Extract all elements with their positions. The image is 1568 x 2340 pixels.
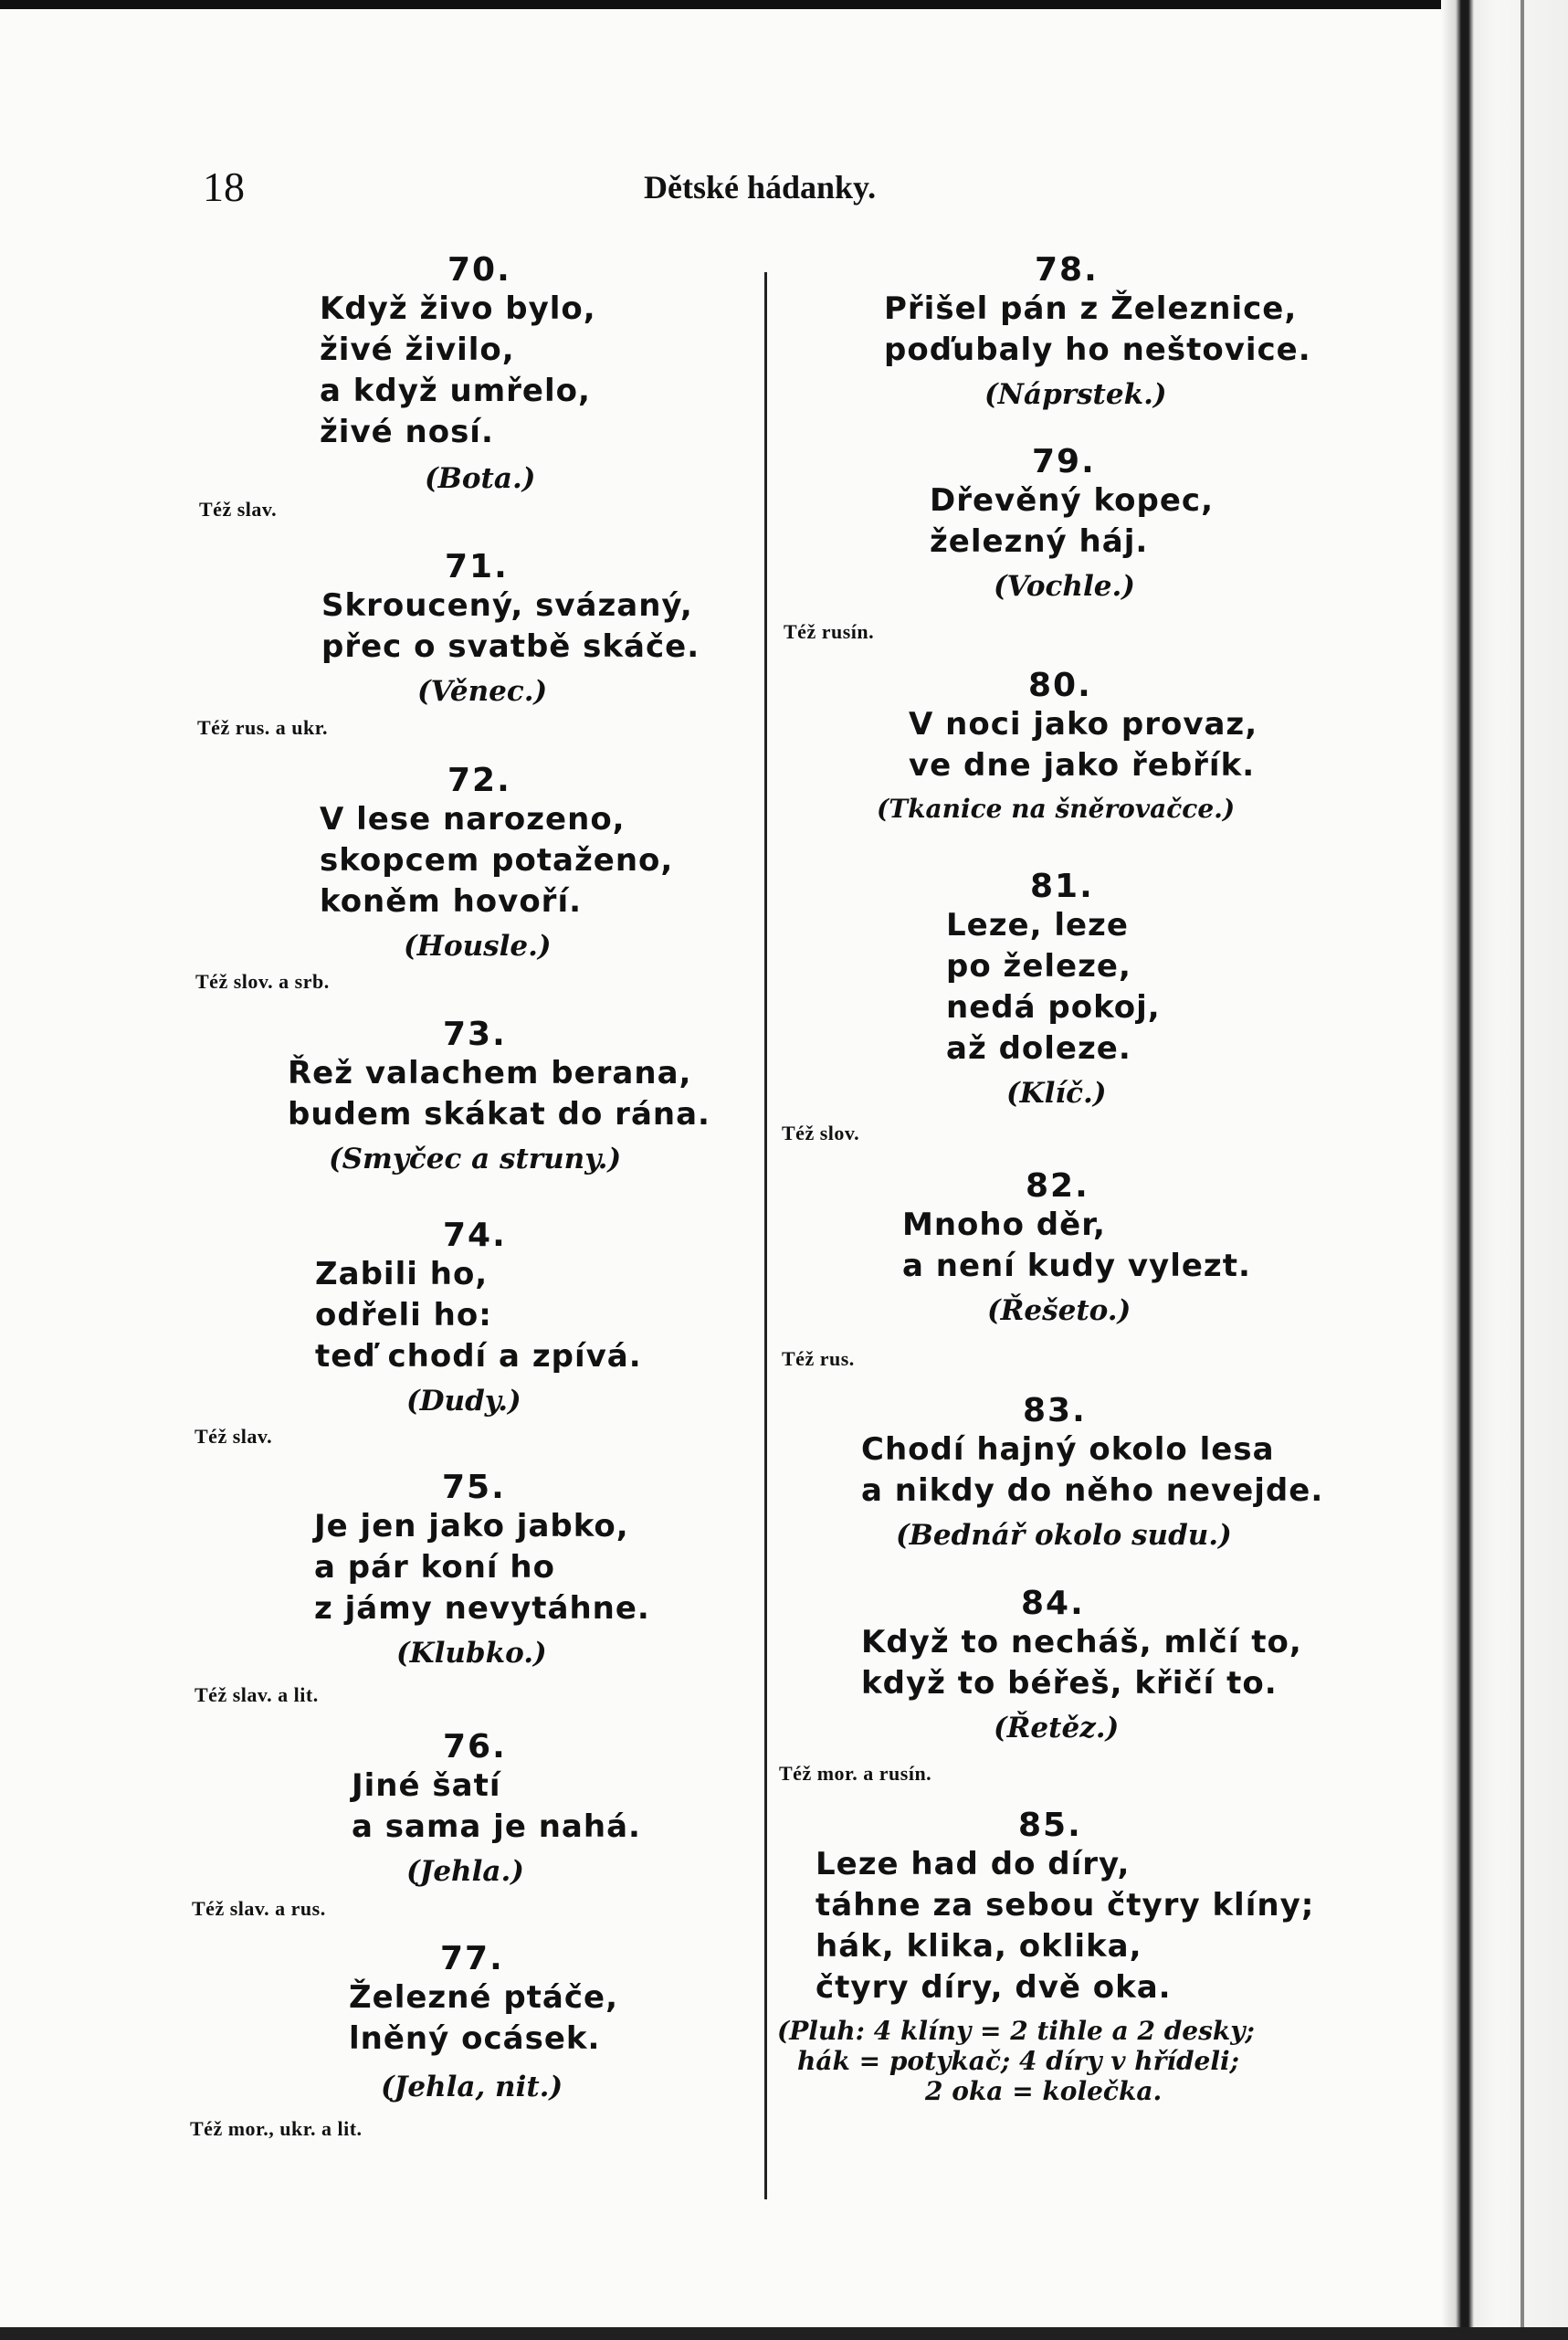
variant-note: Též slav. a rus. (192, 1897, 326, 1920)
riddle-line: Zabili ho, (315, 1256, 489, 1292)
scan-bottom-edge (0, 2327, 1568, 2340)
riddle-answer: (Klubko.) (396, 1637, 547, 1670)
riddle-number: 74. (443, 1217, 507, 1254)
riddle-line: a pár koní ho (314, 1549, 555, 1586)
page-number: 18 (203, 163, 245, 210)
riddle-85 (777, 1807, 1315, 2106)
riddle-answer: (Věnec.) (417, 675, 548, 708)
riddle-number: 76. (443, 1728, 507, 1766)
variant-note: Též slov. (782, 1122, 860, 1144)
riddle-number: 70. (447, 251, 511, 289)
riddle-line: Leze, leze (946, 907, 1129, 943)
riddle-line: Řež valachem berana, (288, 1055, 692, 1091)
riddle-line: ve dne jako řebřík. (909, 747, 1256, 784)
riddle-line: Chodí hajný okolo lesa (861, 1431, 1275, 1468)
variant-note: Též mor. a rusín. (779, 1762, 932, 1785)
riddle-line: Když živo bylo, (320, 290, 596, 327)
riddle-number: 80. (1028, 667, 1092, 704)
riddle-line: V lese narozeno, (320, 801, 626, 838)
variant-note: Též slov. a srb. (195, 970, 330, 993)
riddle-answer: (Bota.) (425, 462, 536, 495)
riddle-74 (315, 1217, 642, 1418)
riddle-84 (861, 1585, 1302, 1744)
riddle-answer: (Pluh: 4 klíny = 2 tihle a 2 desky; (777, 2016, 1255, 2046)
riddle-line: Skroucený, svázaný, (321, 587, 693, 624)
riddle-line: a není kudy vylezt. (902, 1248, 1251, 1284)
column-divider (764, 272, 767, 2199)
page-title: Dětské hádanky. (644, 169, 877, 206)
riddle-78 (884, 251, 1311, 411)
binding-line (1521, 0, 1524, 2340)
riddle-line: až doleze. (946, 1030, 1131, 1067)
variant-note: Též rus. a ukr. (197, 716, 328, 739)
riddle-answer: (Housle.) (404, 930, 552, 963)
riddle-line: a nikdy do něho nevejde. (861, 1472, 1324, 1509)
riddle-number: 72. (447, 762, 511, 799)
riddle-answer: (Náprstek.) (984, 378, 1167, 411)
riddle-line: Přišel pán z Železnice, (884, 290, 1298, 327)
riddle-line: a sama je nahá. (352, 1808, 641, 1845)
riddle-70 (320, 251, 648, 495)
riddle-line: táhne za sebou čtyry klíny; (816, 1887, 1315, 1924)
riddle-line: hák, klika, oklika, (816, 1928, 1142, 1965)
riddle-answer: (Klíč.) (1006, 1077, 1107, 1110)
riddle-73 (288, 1016, 710, 1175)
riddle-number: 71. (445, 548, 509, 585)
riddle-71 (321, 548, 700, 708)
riddle-line: Když to necháš, mlčí to, (861, 1624, 1302, 1660)
riddle-line: živé nosí. (320, 414, 494, 450)
variant-note: Též slav. (199, 498, 278, 521)
riddle-81 (946, 868, 1161, 1110)
riddle-answer: (Jehla.) (406, 1855, 524, 1888)
variant-note: Též slav. (195, 1425, 273, 1448)
riddle-number: 73. (443, 1016, 507, 1053)
riddle-line: odřeli ho: (315, 1297, 492, 1333)
riddle-line: Dřevěný kopec, (930, 482, 1215, 519)
riddle-line: když to béřeš, křičí to. (861, 1665, 1278, 1702)
riddle-83 (861, 1392, 1323, 1552)
riddle-answer: (Jehla, nit.) (381, 2071, 563, 2103)
riddle-line: železný háj. (930, 523, 1149, 560)
riddle-75 (314, 1469, 650, 1670)
riddle-line: lněný ocásek. (349, 2020, 601, 2057)
riddle-77 (349, 1940, 618, 2103)
riddle-answer: (Bednář okolo sudu.) (896, 1519, 1232, 1552)
riddle-number: 85. (1018, 1807, 1082, 1844)
riddle-76 (352, 1728, 641, 1888)
riddle-number: 81. (1030, 868, 1094, 905)
riddle-80 (875, 667, 1258, 824)
riddle-line: budem skákat do rána. (288, 1096, 710, 1133)
riddle-answer: (Řetěz.) (994, 1712, 1120, 1744)
riddle-answer: (Smyčec a struny.) (329, 1143, 622, 1175)
riddle-answer-continuation: hák = potykač; 4 díry v hřídeli; (797, 2046, 1239, 2076)
riddle-line: poďubaly ho neštovice. (884, 332, 1311, 368)
riddle-number: 84. (1021, 1585, 1085, 1622)
riddle-79 (930, 443, 1214, 603)
riddle-line: po železe, (946, 948, 1131, 985)
riddle-line: Leze had do díry, (816, 1846, 1131, 1882)
riddle-number: 78. (1035, 251, 1099, 289)
riddle-line: skopcem potaženo, (320, 842, 674, 879)
riddle-line: přec o svatbě skáče. (321, 628, 700, 665)
riddle-line: teď chodí a zpívá. (315, 1338, 642, 1375)
variant-note: Též slav. a lit. (195, 1683, 319, 1706)
variant-note: Též rus. (782, 1347, 855, 1370)
riddle-72 (320, 762, 673, 963)
riddle-line: z jámy nevytáhne. (314, 1590, 650, 1627)
riddle-answer-continuation: 2 oka = kolečka. (925, 2076, 1163, 2106)
riddle-number: 75. (442, 1469, 506, 1506)
variant-note: Též rusín. (784, 620, 875, 643)
book-binding-shadow (1441, 0, 1568, 2340)
running-head (0, 163, 1443, 217)
riddle-number: 83. (1023, 1392, 1087, 1429)
riddle-82 (902, 1167, 1251, 1327)
riddle-answer: (Dudy.) (406, 1385, 521, 1418)
riddle-answer: (Vochle.) (994, 570, 1135, 603)
riddle-number: 79. (1032, 443, 1096, 480)
riddle-line: V noci jako provaz, (909, 706, 1258, 743)
riddle-line: Jiné šatí (352, 1767, 501, 1804)
riddle-line: nedá pokoj, (946, 989, 1161, 1026)
riddle-line: Mnoho děr, (902, 1207, 1106, 1243)
riddle-number: 82. (1026, 1167, 1089, 1205)
riddle-answer: (Řešeto.) (987, 1294, 1131, 1327)
riddle-line: živé živilo, (320, 332, 515, 368)
riddle-line: koněm hovoří. (320, 883, 583, 920)
riddle-line: a když umřelo, (320, 373, 591, 409)
riddle-answer: (Tkanice na šněrovačce.) (877, 794, 1236, 824)
variant-note: Též mor., ukr. a lit. (190, 2117, 363, 2140)
riddle-line: Železné ptáče, (349, 1979, 618, 2016)
scan-top-edge (0, 0, 1568, 9)
riddle-line: Je jen jako jabko, (314, 1508, 629, 1544)
riddle-line: čtyry díry, dvě oka. (816, 1969, 1172, 2006)
riddle-number: 77. (440, 1940, 504, 1977)
